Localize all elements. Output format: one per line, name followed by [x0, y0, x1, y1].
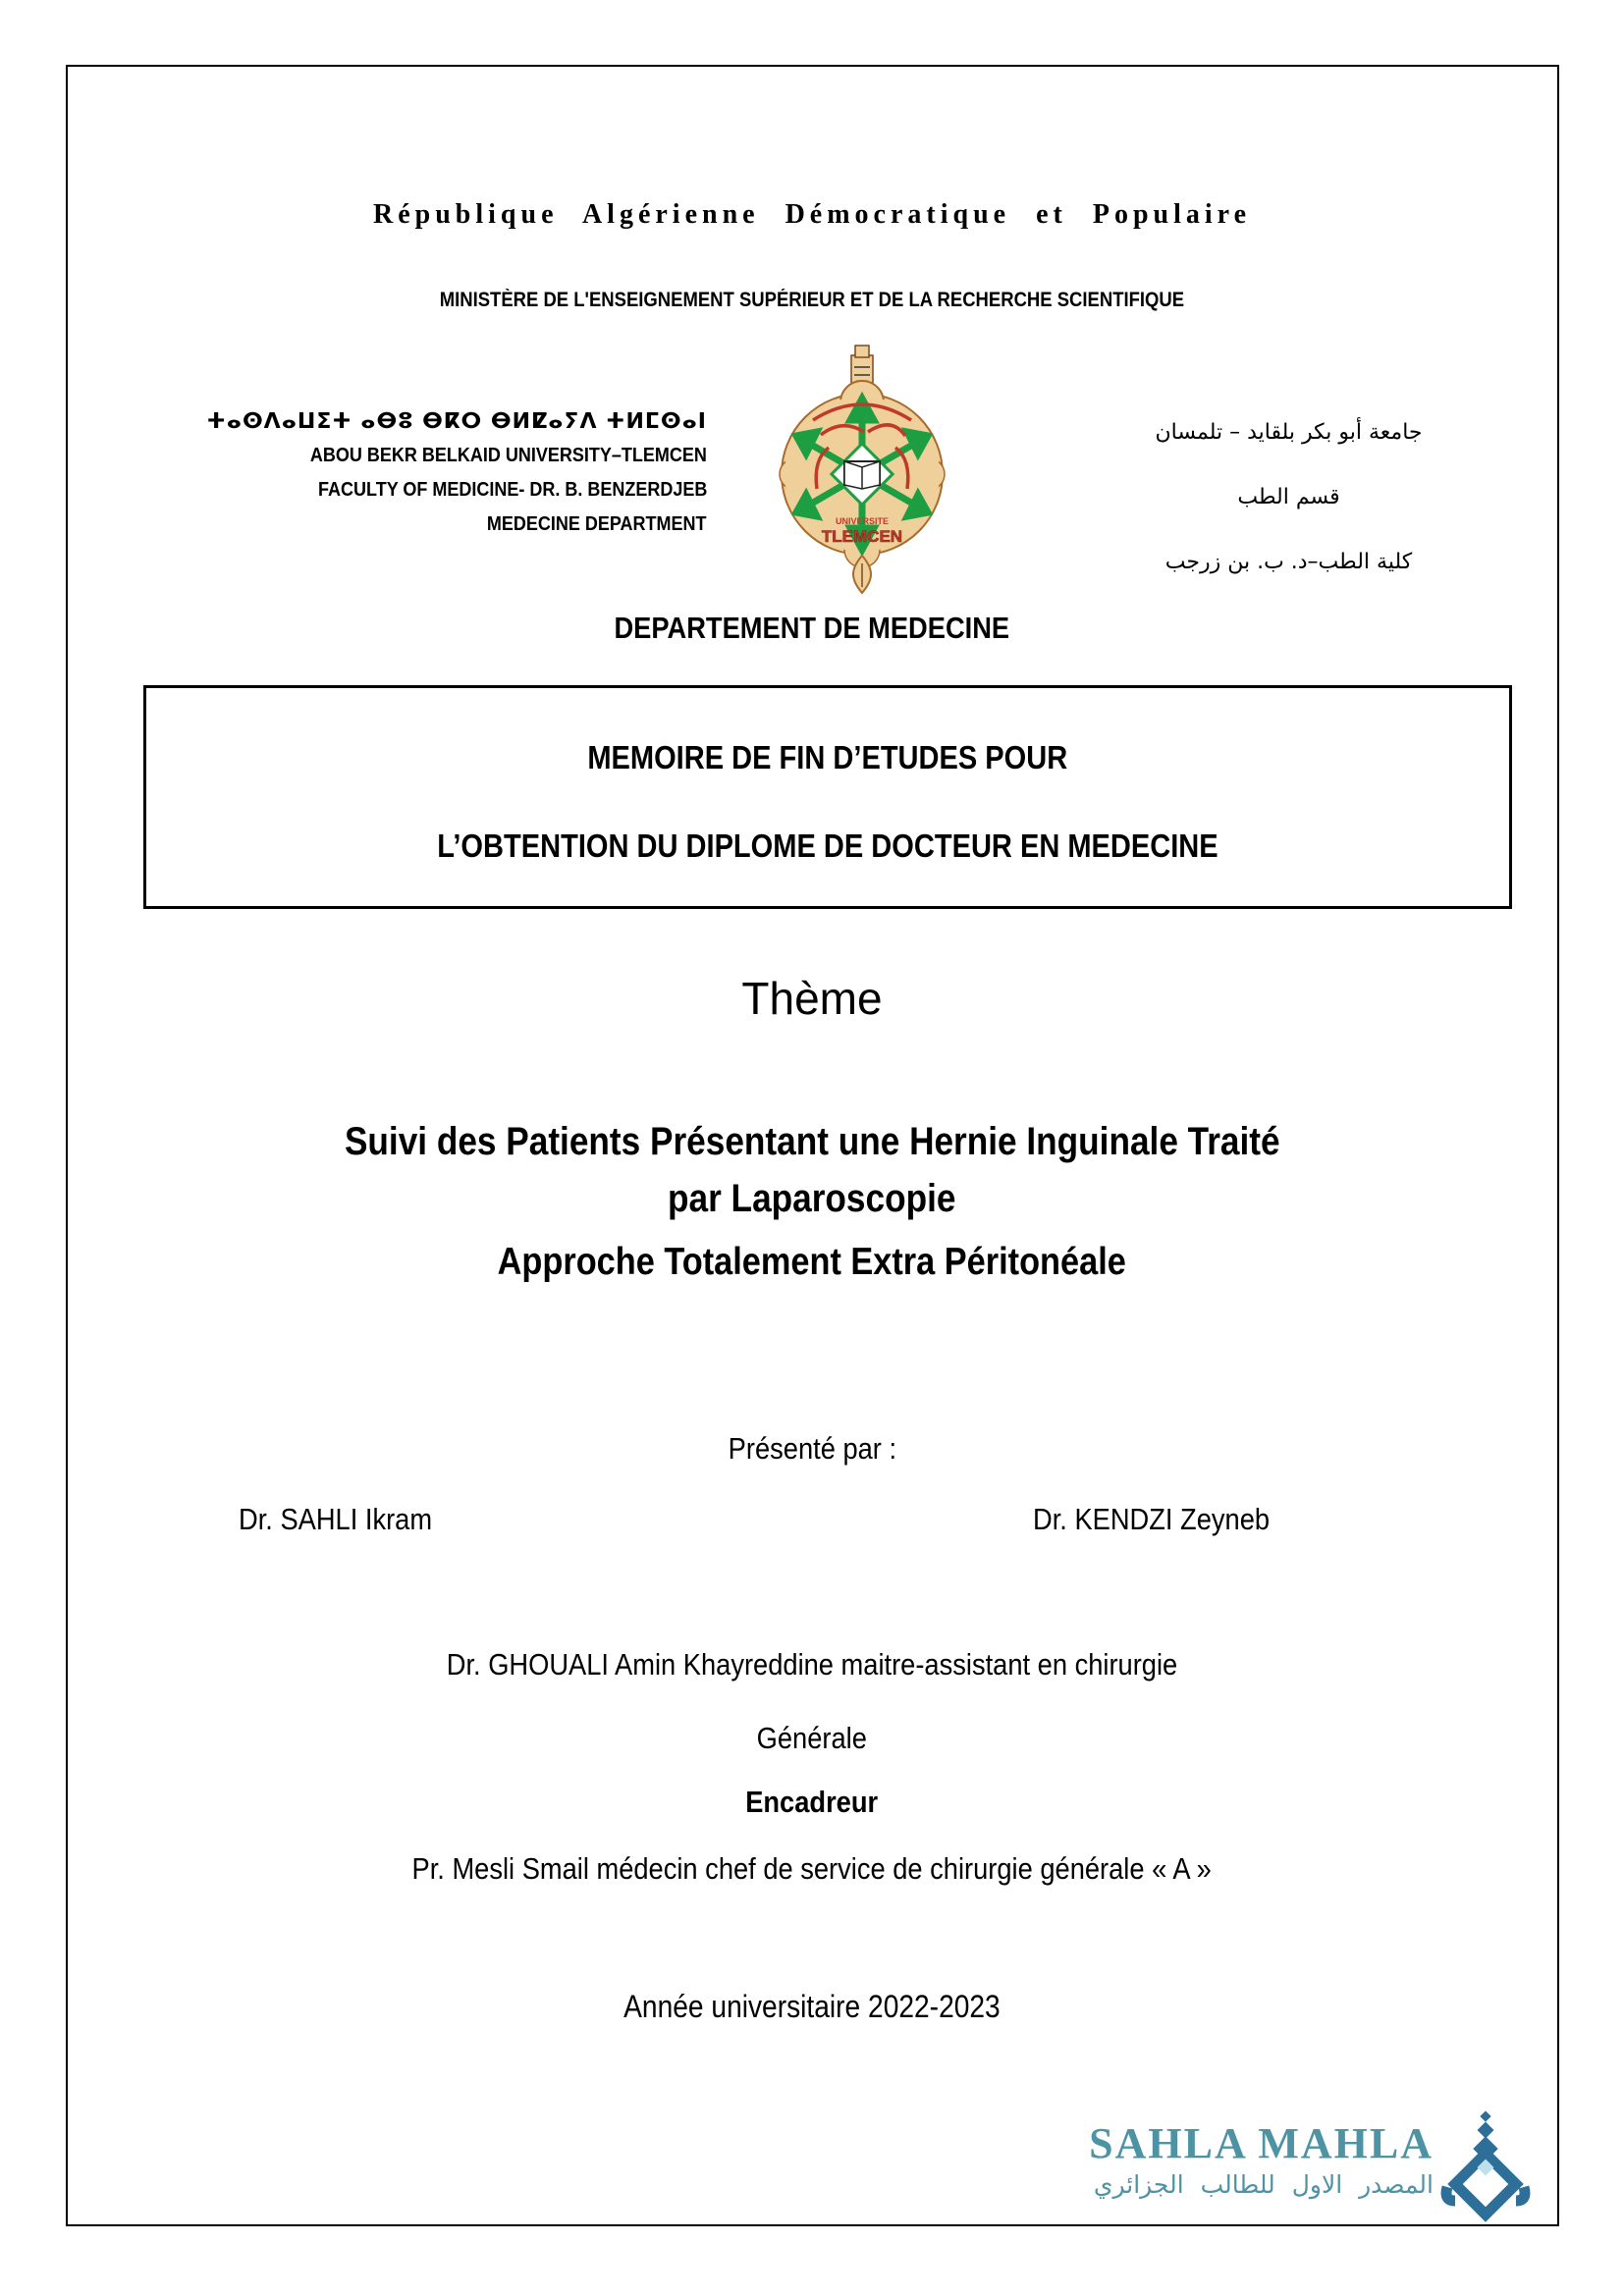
seal-caption-tlemcen: TLEMCEN — [821, 527, 903, 546]
watermark-tagline-arabic: المصدر الاول للطالب الجزائري — [1093, 2170, 1434, 2199]
department-line-en: MEDECINE DEPARTMENT — [487, 513, 707, 535]
university-name-ar: جامعة أبو بكر بلقايد – تلمسان — [1155, 420, 1423, 445]
author-right: Dr. KENDZI Zeyneb — [1033, 1502, 1271, 1536]
memoire-line-1: MEMOIRE DE FIN D’ETUDES POUR — [587, 739, 1068, 775]
theme-heading: Thème — [741, 973, 883, 1024]
department-heading: DEPARTEMENT DE MEDECINE — [614, 611, 1010, 645]
co-supervisor-line: Dr. GHOUALI Amin Khayreddine maitre-assistant en chirurgie — [446, 1647, 1178, 1682]
supervisor-line: Pr. Mesli Smail médecin chef de service de chirurgie générale « A » — [411, 1851, 1213, 1886]
thesis-title-main — [0, 1113, 1624, 1227]
seal-caption-universite: UNIVERSITE — [835, 516, 890, 526]
memoire-box — [143, 685, 1512, 909]
faculty-line: FACULTY OF MEDICINE- DR. B. BENZERDJEB — [317, 479, 707, 501]
thesis-title-line1: Suivi des Patients Présentant une Hernie Inguinale Traité — [344, 1120, 1280, 1163]
memoire-line-2: L’OBTENTION DU DIPLOME DE DOCTEUR EN MEDECINE — [437, 828, 1218, 864]
department-ar: قسم الطب — [1237, 485, 1340, 509]
presented-by-label: Présenté par : — [728, 1431, 896, 1466]
thesis-title-line2: par Laparoscopie — [668, 1177, 956, 1220]
ministry-line — [0, 289, 1624, 312]
watermark-text-block — [972, 2118, 1434, 2199]
sahla-mahla-mark-icon — [1439, 2110, 1532, 2224]
university-seal-logo — [774, 342, 950, 595]
ministry-line-text: MINISTÈRE DE L'ENSEIGNEMENT SUPÉRIEUR ET DE LA RECHERCHE SCIENTIFIQUE — [439, 289, 1185, 311]
co-supervisor-line2: Générale — [756, 1721, 868, 1755]
university-name-en: ABOU BEKR BELKAID UNIVERSITY–TLEMCEN — [309, 445, 707, 466]
thesis-title-sub: Approche Totalement Extra Péritonéale — [497, 1241, 1127, 1283]
author-left: Dr. SAHLI Ikram — [239, 1502, 433, 1536]
faculty-ar: كلية الطب–د. ب. بن زرجب — [1164, 550, 1413, 574]
university-block — [137, 405, 707, 542]
academic-year: Année universitaire 2022-2023 — [623, 1989, 1001, 2024]
republic-title: République Algérienne Démocratique et Populaire — [373, 199, 1251, 230]
arabic-block — [1119, 400, 1458, 595]
university-name-tifinagh: ⵜⴰⵙⴷⴰⵡⵉⵜ ⴰⴱⵓ ⴱⴽⵔ ⴱⵍⵇⴰⵢⴷ ⵜⵍⵎⵙⴰⵏ — [206, 409, 707, 434]
encadreur-heading: Encadreur — [745, 1785, 879, 1819]
watermark-brand: SAHLA MAHLA — [1089, 2119, 1434, 2167]
